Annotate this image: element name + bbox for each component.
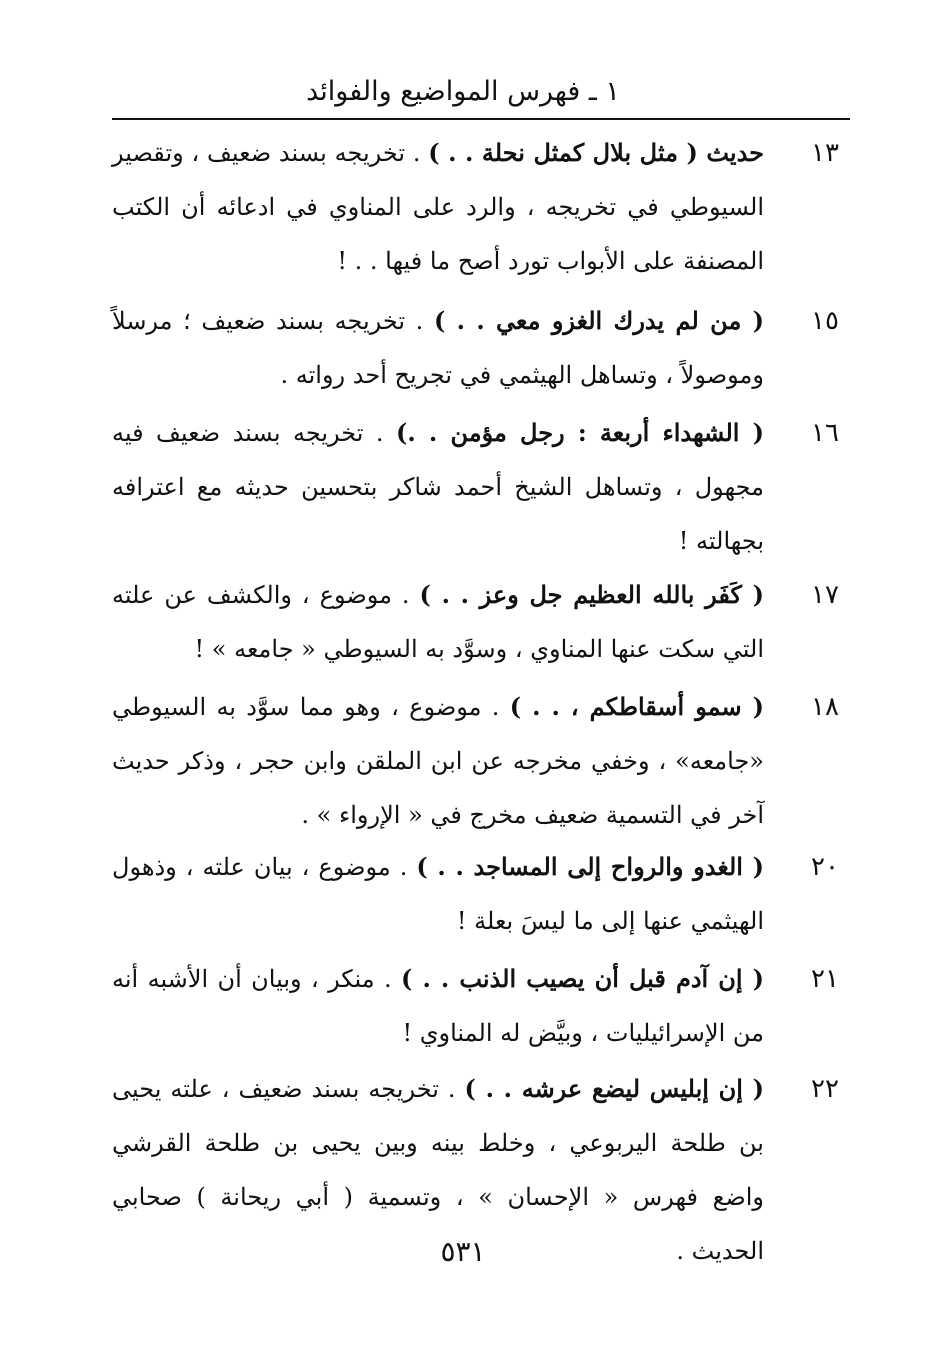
- entry-text: [112, 840, 764, 948]
- entry-text: [112, 406, 764, 568]
- entry-hadith-title: ( إن إبليس ليضع عرشه . . ): [464, 1074, 765, 1103]
- entry-text: [112, 294, 764, 402]
- entry-number: ٢٠: [811, 852, 839, 882]
- entry-number: ١٨: [811, 692, 839, 722]
- entry-hadith-title: ( كَفَر بالله العظيم جل وعز . . ): [419, 580, 764, 609]
- page-header-title: ١ ـ فهرس المواضيع والفوائد: [306, 76, 620, 107]
- page-number: ٥٣١: [440, 1235, 486, 1268]
- entry-text: [112, 568, 764, 676]
- entry-description: . تخريجه بسند ضعيف ، علته يحيى بن طلحة اليربوعي ، وخلط بينه وبين يحيى بن طلحة القرشي واضع فهرس « الإحسان » ، وتسمية ( أبي ريحانة ) صحابي الحديث .: [112, 1075, 764, 1265]
- entry-number: ١٥: [811, 306, 839, 336]
- entry-hadith-title: ( إن آدم قبل أن يصيب الذنب . . ): [401, 964, 765, 993]
- entry-text: [112, 680, 764, 842]
- entry-number: ١٧: [811, 580, 839, 610]
- entry-text: [112, 126, 764, 288]
- entry-description: . تخريجه بسند ضعيف ؛ مرسلاً وموصولاً ، وتساهل الهيثمي في تجريح أحد رواته .: [112, 307, 764, 389]
- entry-hadith-title: حديث ( مثل بلال كمثل نحلة . . ): [428, 138, 765, 167]
- entry-description: . موضوع ، وهو مما سوَّد به السيوطي «جامعه» ، وخفي مخرجه عن ابن الملقن وابن حجر ، وذكر حديث آخر في التسمية ضعيف مخرج في « الإرواء » .: [112, 693, 764, 829]
- entry-text: [112, 952, 764, 1060]
- header-divider: [112, 118, 850, 120]
- entry-number: ٢١: [811, 964, 839, 994]
- entry-number: ١٦: [811, 418, 839, 448]
- entry-hadith-title: ( الشهداء أربعة : رجل مؤمن . .): [395, 418, 764, 447]
- entry-description: . موضوع ، بيان علته ، وذهول الهيثمي عنها إلى ما ليسَ بعلة !: [112, 853, 764, 935]
- entry-description: . منكر ، وبيان أن الأشبه أنه من الإسرائيليات ، وبيَّض له المناوي !: [112, 965, 764, 1047]
- entry-hadith-title: ( من لم يدرك الغزو معي . . ): [433, 306, 765, 335]
- entry-number: ٢٢: [811, 1074, 839, 1104]
- entry-number: ١٣: [811, 138, 839, 168]
- entry-description: . تخريجه بسند ضعيف فيه مجهول ، وتساهل الشيخ أحمد شاكر بتحسين حديثه مع اعترافه بجهالته !: [112, 419, 764, 555]
- entry-description: . موضوع ، والكشف عن علته التي سكت عنها المناوي ، وسوَّد به السيوطي « جامعه » !: [112, 581, 764, 663]
- entry-hadith-title: ( الغدو والرواح إلى المساجد . . ): [416, 852, 764, 881]
- entry-description: . تخريجه بسند ضعيف ، وتقصير السيوطي في تخريجه ، والرد على المناوي في ادعائه أن الكتب المصنفة على الأبواب تورد أصح ما فيها . . !: [112, 139, 764, 275]
- entry-hadith-title: ( سمو أسقاطكم ، . . ): [509, 692, 764, 721]
